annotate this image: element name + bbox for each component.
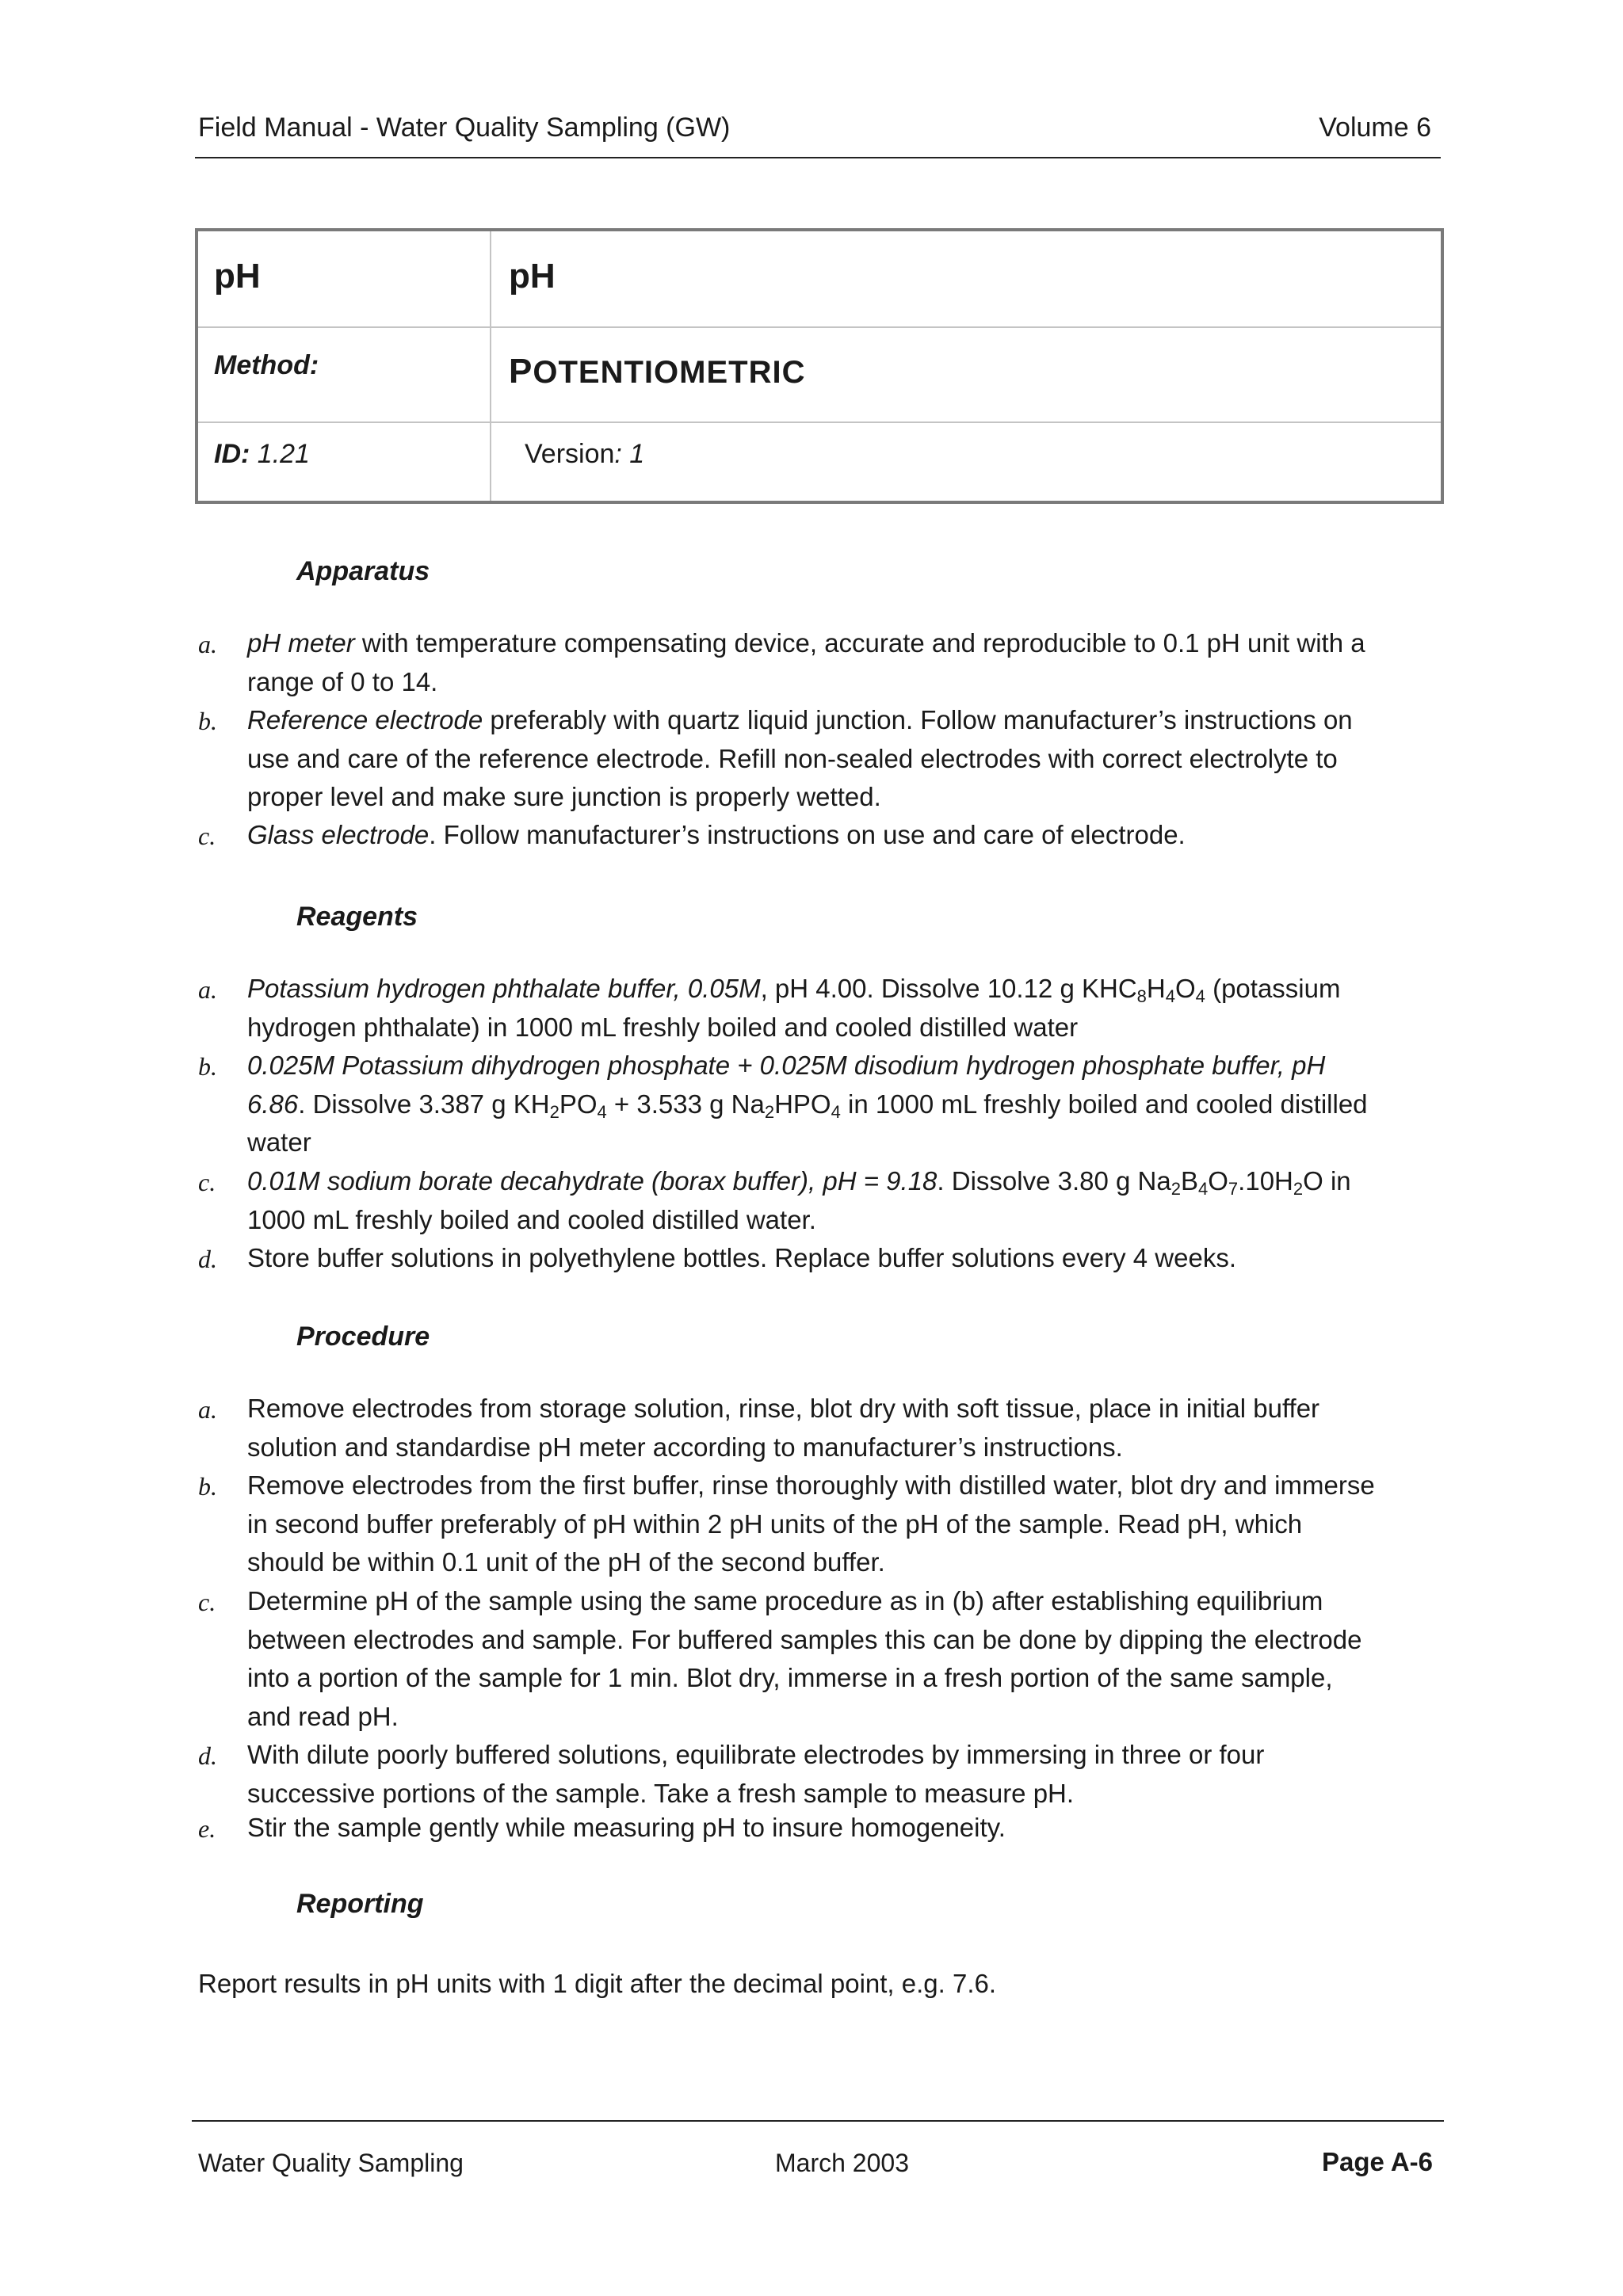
reagent-item-a (247, 970, 1552, 1047)
text-line: range of 0 to 14. (247, 666, 438, 696)
text-span: O (1175, 974, 1196, 1003)
reporting-text: Report results in pH units with 1 digit after the decimal point, e.g. 7.6. (198, 1969, 997, 1998)
text-line: in second buffer preferably of pH within 2 pH units of the pH of the sample. Read pH, which (247, 1508, 1303, 1539)
list-marker: c. (198, 822, 216, 850)
subscript: 7 (1228, 1179, 1239, 1199)
procedure-item-a (247, 1390, 1552, 1466)
emphasis-term: Glass electrode (247, 820, 430, 849)
text-line (247, 624, 1552, 663)
text-span: . Dissolve 3.387 g KH (298, 1089, 550, 1119)
text-line (247, 1047, 1552, 1085)
subscript: 8 (1136, 986, 1147, 1006)
table-row-divider (198, 421, 1441, 423)
text-line (247, 970, 1552, 1009)
text-span: .10H (1238, 1166, 1293, 1196)
footer-title: Water Quality Sampling (198, 2149, 464, 2177)
id-field (214, 439, 310, 470)
list-marker: b. (198, 707, 217, 735)
list-marker: a. (198, 630, 217, 658)
method-label: Method: (214, 350, 319, 380)
text-line: Stir the sample gently while measuring pH to insure homogeneity. (247, 1813, 1006, 1842)
text-span: H (1146, 974, 1166, 1003)
list-marker: b. (198, 1472, 217, 1501)
subscript: 2 (1293, 1179, 1304, 1199)
reagent-item-d (247, 1239, 1552, 1278)
page-number: Page A-6 (1322, 2147, 1433, 2176)
procedure-heading: Procedure (296, 1322, 430, 1352)
text-span: O (1208, 1166, 1228, 1196)
version-label: Version (525, 439, 615, 469)
text-span: , pH 4.00. Dissolve 10.12 g KHC (760, 974, 1137, 1003)
text-line: Store buffer solutions in polyethylene bottles. Replace buffer solutions every 4 weeks. (247, 1243, 1237, 1272)
reporting-heading: Reporting (296, 1889, 424, 1919)
list-marker: a. (198, 975, 217, 1004)
text-line: hydrogen phthalate) in 1000 mL freshly boiled and cooled distilled water (247, 1012, 1079, 1042)
method-value-initial: P (509, 352, 533, 391)
subscript: 4 (831, 1101, 841, 1122)
list-marker: d. (198, 1741, 217, 1770)
subscript: 2 (1170, 1179, 1181, 1199)
text-line: use and care of the reference electrode. Refill non-sealed electrodes with correct electrolyte to (247, 743, 1338, 773)
list-marker: e. (198, 1814, 216, 1843)
emphasis-term: pH meter (247, 628, 355, 658)
parameter-name: pH (509, 257, 556, 296)
text-line (247, 701, 1552, 740)
text-line (247, 816, 1552, 855)
text-line: Determine pH of the sample using the same procedure as in (b) after establishing equilibrium (247, 1586, 1323, 1615)
text-line (247, 1162, 1552, 1201)
text-line: Remove electrodes from the first buffer, rinse thoroughly with distilled water, blot dry and immerse (247, 1470, 1375, 1500)
method-info-table (195, 228, 1444, 504)
text-span: B (1180, 1166, 1198, 1196)
parameter-code: pH (214, 257, 261, 296)
text-span: preferably with quartz liquid junction. Follow manufacturer’s instructions on (483, 705, 1353, 734)
emphasis-term: Potassium hydrogen phthalate buffer, 0.05M (247, 974, 761, 1003)
emphasis-term: 0.025M Potassium dihydrogen phosphate + 0.025M disodium hydrogen phosphate buffer, pH (247, 1051, 1326, 1080)
text-span: + 3.533 g Na (606, 1089, 765, 1119)
procedure-item-d (247, 1736, 1552, 1813)
text-span: PO (559, 1089, 598, 1119)
text-line: between electrodes and sample. For buffered samples this can be done by dipping the electrode (247, 1624, 1362, 1654)
text-line: successive portions of the sample. Take a fresh sample to measure pH. (247, 1778, 1075, 1808)
subscript: 4 (1195, 986, 1205, 1006)
text-line: Remove electrodes from storage solution, rinse, blot dry with soft tissue, place in initial buffer (247, 1394, 1320, 1423)
text-line: With dilute poorly buffered solutions, equilibrate electrodes by immersing in three or four (247, 1740, 1265, 1769)
version-field (525, 439, 644, 470)
text-line: and read pH. (247, 1701, 399, 1731)
subscript: 2 (764, 1101, 775, 1122)
table-column-divider (490, 231, 491, 501)
footer-date: March 2003 (775, 2149, 909, 2177)
text-span: . Follow manufacturer’s instructions on use and care of electrode. (429, 820, 1186, 849)
version-value: : 1 (614, 439, 645, 469)
subscript: 4 (1165, 986, 1175, 1006)
subscript: 2 (549, 1101, 559, 1122)
text-line: solution and standardise pH meter according to manufacturer’s instructions. (247, 1432, 1123, 1462)
text-span: . Dissolve 3.80 g Na (937, 1166, 1171, 1196)
apparatus-item-a (247, 624, 1552, 701)
list-marker: b. (198, 1052, 217, 1081)
subscript: 4 (597, 1101, 607, 1122)
text-line: water (247, 1127, 311, 1157)
reagents-heading: Reagents (296, 902, 418, 932)
apparatus-item-b (247, 701, 1552, 817)
running-header-title: Field Manual - Water Quality Sampling (GW) (198, 113, 731, 143)
list-marker: c. (198, 1588, 216, 1616)
table-row-divider (198, 326, 1441, 328)
method-value-rest: OTENTIOMETRIC (533, 355, 806, 390)
text-line: 1000 mL freshly boiled and cooled distilled water. (247, 1204, 816, 1234)
reagent-item-b (247, 1047, 1552, 1162)
running-header-volume: Volume 6 (1319, 113, 1431, 143)
text-span: in 1000 mL freshly boiled and cooled distilled (840, 1089, 1368, 1119)
method-value (509, 352, 805, 391)
text-line (247, 1085, 1552, 1124)
list-marker: d. (198, 1245, 217, 1273)
procedure-item-c (247, 1582, 1552, 1736)
text-line: should be within 0.1 unit of the pH of the second buffer. (247, 1547, 885, 1577)
text-span: (potassium (1205, 974, 1341, 1003)
reagent-item-c (247, 1162, 1552, 1239)
apparatus-heading: Apparatus (296, 556, 430, 586)
emphasis-term: Reference electrode (247, 705, 483, 734)
subscript: 4 (1198, 1179, 1209, 1199)
text-line: into a portion of the sample for 1 min. Blot dry, immerse in a fresh portion of the same sample, (247, 1663, 1333, 1692)
text-span: HPO (774, 1089, 831, 1119)
emphasis-term: 6.86 (247, 1089, 299, 1119)
footer-rule (192, 2120, 1444, 2122)
text-span: O in (1303, 1166, 1351, 1196)
header-rule (195, 157, 1441, 158)
text-span: with temperature compensating device, accurate and reproducible to 0.1 pH unit with a (354, 628, 1365, 658)
list-marker: c. (198, 1168, 216, 1196)
id-label: ID: (214, 439, 250, 469)
id-value: 1.21 (257, 439, 310, 469)
text-line: proper level and make sure junction is properly wetted. (247, 782, 881, 811)
procedure-item-b (247, 1466, 1552, 1582)
apparatus-item-c (247, 816, 1552, 855)
procedure-item-e (247, 1809, 1552, 1848)
list-marker: a. (198, 1395, 217, 1424)
emphasis-term: 0.01M sodium borate decahydrate (borax buffer), pH = 9.18 (247, 1166, 938, 1196)
